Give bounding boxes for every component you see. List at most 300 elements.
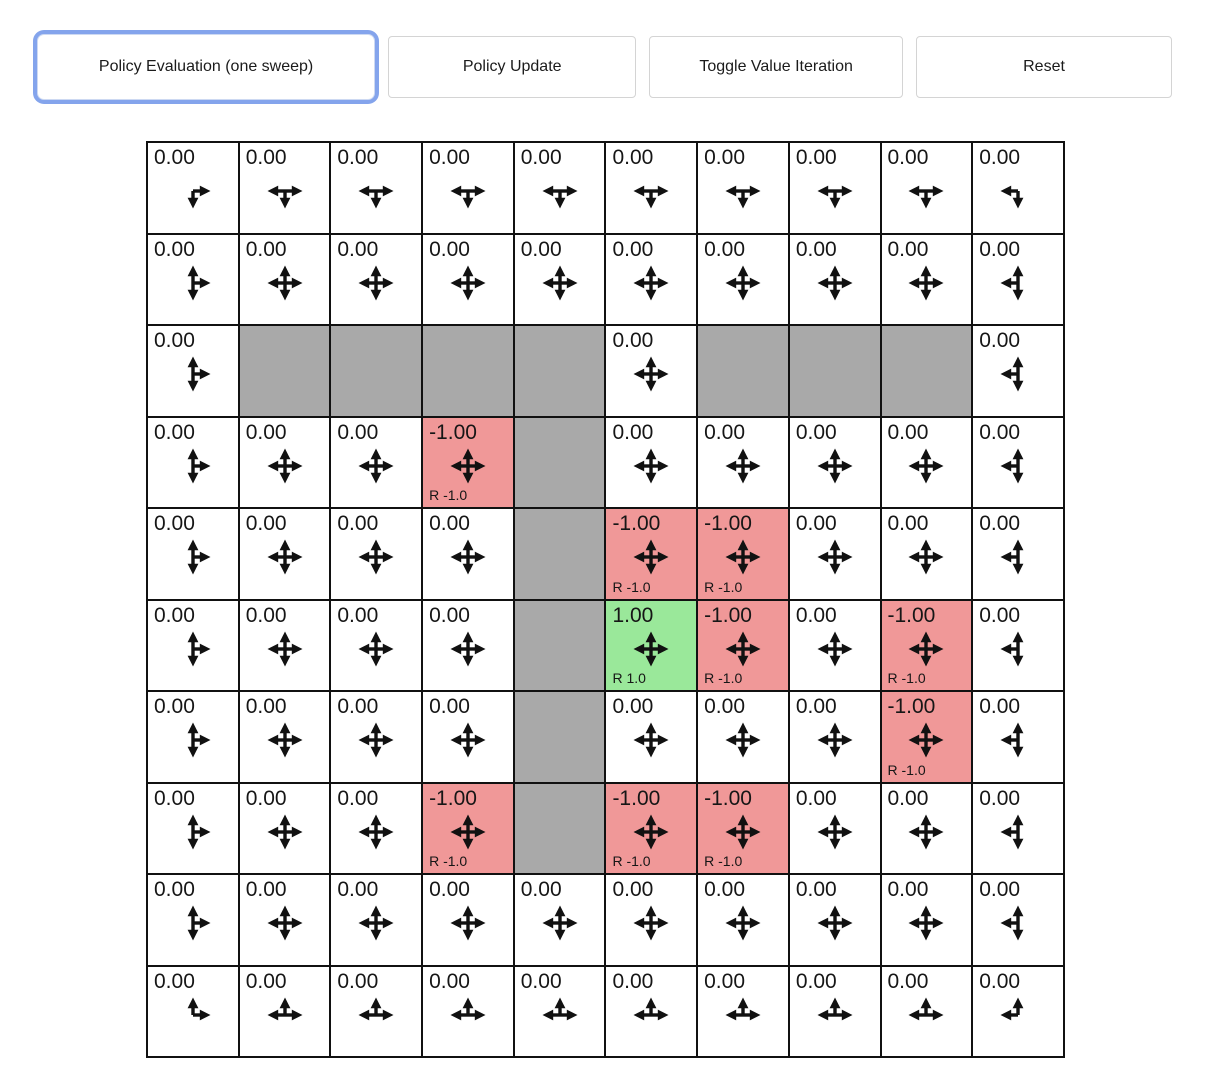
cell-value: -1.00 [887,695,936,718]
policy-arrow-icon [447,994,489,1036]
cell-policy-arrows [331,445,421,487]
cell-value: -1.00 [704,786,752,810]
policy-arrow-icon [722,719,764,761]
grid-cell[interactable] [514,142,606,234]
grid-cell[interactable] [605,783,697,875]
grid-cell[interactable] [605,142,697,234]
grid-cell[interactable] [605,325,697,417]
grid-cell[interactable] [147,234,239,326]
cell-value: 0.00 [704,237,745,261]
cell-policy-arrows [973,719,1063,761]
policy-arrow-icon [997,536,1039,578]
cell-value: 0.00 [429,237,470,261]
policy-arrow-icon [447,902,489,944]
policy-arrow-icon [997,170,1039,212]
grid-cell[interactable] [881,691,973,783]
policy-arrow-icon [997,628,1039,670]
cell-value: 0.00 [154,146,195,169]
cell-policy-arrows [331,994,421,1036]
grid-cell[interactable] [422,691,514,783]
cell-policy-arrows [790,719,880,761]
grid-cell[interactable] [605,508,697,600]
cell-value: 0.00 [887,969,929,993]
grid-cell[interactable] [972,417,1064,509]
cell-value: 0.00 [154,969,195,993]
grid-cell-wall[interactable] [697,325,789,417]
grid-cell[interactable] [789,142,881,234]
grid-cell-wall[interactable] [881,325,973,417]
cell-value: -1.00 [429,786,477,810]
grid-cell[interactable] [881,508,973,600]
policy-arrow-icon [997,994,1039,1036]
grid-cell[interactable] [697,417,789,509]
grid-cell[interactable] [972,234,1064,326]
policy-arrow-icon [722,994,764,1036]
cell-value: 0.00 [337,695,379,718]
policy-arrow-icon [447,536,489,578]
policy-arrow-icon [905,445,947,487]
cell-value: 0.00 [245,420,287,444]
cell-policy-arrows [240,170,330,212]
grid-cell[interactable] [422,417,514,509]
policy-arrow-icon [722,536,764,578]
cell-value: 0.00 [795,695,837,718]
grid-cell[interactable] [697,783,789,875]
cell-value: -1.00 [429,420,477,444]
grid-cell[interactable] [514,234,606,326]
grid-cell[interactable] [147,417,239,509]
cell-policy-arrows [698,719,788,761]
grid-cell[interactable] [239,417,331,509]
cell-reward-label: R -1.0 [704,578,743,595]
cell-value: 0.00 [245,512,287,535]
grid-cell[interactable] [239,691,331,783]
grid-cell[interactable] [605,874,697,966]
cell-policy-arrows [882,902,972,944]
cell-value: 0.00 [337,969,379,993]
cell-value: 0.00 [795,878,837,901]
cell-policy-arrows [331,628,421,670]
cell-value: 0.00 [337,603,379,627]
grid-cell[interactable] [239,142,331,234]
policy-arrow-icon [172,628,214,670]
cell-policy-arrows [423,902,513,944]
grid-cell[interactable] [789,874,881,966]
grid-cell[interactable] [881,600,973,692]
cell-policy-arrows [240,628,330,670]
cell-policy-arrows [606,628,696,670]
policy-arrow-icon [172,353,214,395]
grid-cell[interactable] [972,600,1064,692]
policy-arrow-icon [630,719,672,761]
grid-cell[interactable] [697,874,789,966]
policy-arrow-icon [722,902,764,944]
grid-cell-wall[interactable] [514,783,606,875]
policy-arrow-icon [264,536,306,578]
policy-arrow-icon [264,811,306,853]
cell-policy-arrows [148,353,238,395]
cell-policy-arrows [423,262,513,304]
policy-arrow-icon [630,262,672,304]
grid-cell-wall[interactable] [514,325,606,417]
grid-cell[interactable] [239,783,331,875]
grid-cell[interactable] [514,874,606,966]
policy-update-button[interactable]: Policy Update [388,36,636,98]
policy-arrow-icon [905,902,947,944]
grid-cell-wall[interactable] [239,325,331,417]
cell-policy-arrows [240,902,330,944]
cell-value: 0.00 [245,878,287,901]
policy-arrow-icon [172,811,214,853]
grid-cell[interactable] [330,234,422,326]
policy-arrow-icon [630,536,672,578]
grid-cell[interactable] [147,508,239,600]
cell-value: 0.00 [887,420,929,444]
policy-arrow-icon [539,902,581,944]
grid-cell[interactable] [330,691,422,783]
policy-arrow-icon [997,811,1039,853]
grid-cell[interactable] [239,874,331,966]
policy-arrow-icon [355,445,397,487]
grid-cell[interactable] [147,783,239,875]
grid-cell[interactable] [789,508,881,600]
policy-arrow-icon [814,262,856,304]
cell-value: 0.00 [245,146,287,169]
cell-value: 0.00 [520,969,562,993]
policy-arrow-icon [630,445,672,487]
policy-arrow-icon [355,994,397,1036]
cell-policy-arrows [973,628,1063,670]
cell-value: 0.00 [795,146,837,169]
policy-arrow-icon [172,902,214,944]
cell-policy-arrows [882,262,972,304]
cell-policy-arrows [423,811,513,853]
policy-arrow-icon [630,902,672,944]
grid-cell[interactable] [422,783,514,875]
cell-value: 0.00 [979,603,1021,627]
grid-cell[interactable] [422,874,514,966]
cell-value: 0.00 [245,969,287,993]
policy-arrow-icon [264,994,306,1036]
grid-cell[interactable] [605,234,697,326]
cell-policy-arrows [882,811,972,853]
grid-cell[interactable] [972,508,1064,600]
grid-cell[interactable] [697,600,789,692]
grid-cell[interactable] [330,783,422,875]
grid-cell[interactable] [972,325,1064,417]
cell-value: 0.00 [887,786,929,810]
grid-cell[interactable] [789,691,881,783]
grid-cell[interactable] [881,417,973,509]
grid-cell[interactable] [972,142,1064,234]
cell-policy-arrows [240,994,330,1036]
cell-value: 0.00 [337,512,379,535]
cell-policy-arrows [973,262,1063,304]
cell-value: 0.00 [795,969,837,993]
policy-arrow-icon [905,170,947,212]
policy-arrow-icon [722,170,764,212]
grid-cell[interactable] [789,783,881,875]
grid-cell[interactable] [697,142,789,234]
cell-policy-arrows [882,628,972,670]
cell-policy-arrows [698,445,788,487]
cell-value: 0.00 [979,695,1021,718]
cell-value: 0.00 [154,603,195,627]
grid-cell[interactable] [972,783,1064,875]
grid-cell[interactable] [972,874,1064,966]
cell-value: 0.00 [612,695,654,718]
grid-cell[interactable] [239,508,331,600]
policy-arrow-icon [539,994,581,1036]
grid-cell[interactable] [147,966,239,1058]
policy-arrow-icon [172,719,214,761]
cell-policy-arrows [606,262,696,304]
grid-cell-wall[interactable] [514,691,606,783]
cell-policy-arrows [240,811,330,853]
grid-cell[interactable] [789,600,881,692]
cell-policy-arrows [240,536,330,578]
policy-arrow-icon [905,262,947,304]
cell-policy-arrows [973,170,1063,212]
cell-policy-arrows [698,536,788,578]
grid-cell[interactable] [697,508,789,600]
grid-cell-wall[interactable] [789,325,881,417]
cell-policy-arrows [973,445,1063,487]
grid-cell[interactable] [697,966,789,1058]
cell-policy-arrows [882,536,972,578]
cell-value: 0.00 [520,878,562,901]
cell-policy-arrows [148,170,238,212]
grid-cell[interactable] [972,691,1064,783]
cell-policy-arrows [882,719,972,761]
grid-cell[interactable] [789,966,881,1058]
cell-value: 0.00 [795,512,837,535]
cell-value: 0.00 [704,420,745,444]
cell-policy-arrows [882,994,972,1036]
policy-arrow-icon [264,445,306,487]
grid-cell-wall[interactable] [514,417,606,509]
cell-policy-arrows [973,536,1063,578]
toolbar [37,30,1172,104]
cell-value: -1.00 [612,786,661,810]
policy-arrow-icon [264,262,306,304]
grid-cell[interactable] [330,966,422,1058]
policy-arrow-icon [722,811,764,853]
grid-cell[interactable] [422,966,514,1058]
cell-value: 0.00 [337,786,379,810]
cell-reward-label: R -1.0 [429,487,468,503]
grid-cell[interactable] [330,874,422,966]
policy-arrow-icon [905,628,947,670]
cell-policy-arrows [148,628,238,670]
cell-value: 0.00 [795,237,837,261]
grid-cell[interactable] [422,142,514,234]
policy-arrow-icon [447,445,489,487]
cell-policy-arrows [698,170,788,212]
cell-value: 0.00 [612,878,654,901]
cell-policy-arrows [698,628,788,670]
cell-policy-arrows [423,719,513,761]
cell-value: 0.00 [979,329,1021,352]
cell-policy-arrows [331,719,421,761]
cell-policy-arrows [973,811,1063,853]
cell-policy-arrows [790,902,880,944]
policy-arrow-icon [447,170,489,212]
grid-cell[interactable] [147,600,239,692]
toggle-value-iteration-button[interactable]: Toggle Value Iteration [649,36,903,98]
cell-value: 0.00 [429,695,470,718]
cell-policy-arrows [606,902,696,944]
cell-value: 0.00 [887,878,929,901]
cell-policy-arrows [606,353,696,395]
policy-arrow-icon [997,902,1039,944]
policy-arrow-icon [997,353,1039,395]
cell-policy-arrows [790,170,880,212]
grid-cell[interactable] [330,417,422,509]
grid-cell[interactable] [422,234,514,326]
cell-reward-label: R -1.0 [612,578,651,595]
cell-value: 0.00 [245,786,287,810]
policy-arrow-icon [814,811,856,853]
cell-policy-arrows [973,902,1063,944]
policy-arrow-icon [264,902,306,944]
grid-cell-wall[interactable] [514,600,606,692]
cell-value: 1.00 [612,603,654,627]
cell-value: -1.00 [704,512,752,535]
cell-value: 0.00 [154,512,195,535]
cell-policy-arrows [606,445,696,487]
cell-policy-arrows [240,445,330,487]
grid-cell[interactable] [605,966,697,1058]
cell-policy-arrows [331,536,421,578]
cell-policy-arrows [515,262,605,304]
policy-arrow-icon [997,445,1039,487]
cell-policy-arrows [148,902,238,944]
cell-value: 0.00 [795,603,837,627]
cell-value: 0.00 [979,146,1021,169]
policy-arrow-icon [905,811,947,853]
grid-cell[interactable] [422,508,514,600]
cell-policy-arrows [698,994,788,1036]
grid-cell[interactable] [697,691,789,783]
cell-value: 0.00 [337,878,379,901]
grid-cell[interactable] [514,966,606,1058]
policy-arrow-icon [814,902,856,944]
grid-cell[interactable] [147,325,239,417]
grid-cell[interactable] [422,600,514,692]
cell-policy-arrows [515,170,605,212]
cell-value: 0.00 [154,420,195,444]
policy-arrow-icon [814,628,856,670]
grid-cell-wall[interactable] [514,508,606,600]
policy-arrow-icon [172,445,214,487]
policy-arrow-icon [447,262,489,304]
cell-value: 0.00 [612,969,654,993]
cell-policy-arrows [331,811,421,853]
cell-reward-label: R -1.0 [887,670,926,686]
cell-value: 0.00 [154,329,195,352]
policy-arrow-icon [355,262,397,304]
grid-cell[interactable] [147,691,239,783]
policy-arrow-icon [264,170,306,212]
cell-policy-arrows [148,994,238,1036]
cell-value: 0.00 [704,969,745,993]
grid-cell[interactable] [147,874,239,966]
cell-reward-label: R -1.0 [887,761,926,778]
grid-cell[interactable] [881,874,973,966]
cell-reward-label: R -1.0 [612,853,651,869]
grid-cell[interactable] [789,234,881,326]
cell-policy-arrows [148,536,238,578]
policy-evaluation-button[interactable]: Policy Evaluation (one sweep) [37,34,375,100]
grid-cell[interactable] [605,691,697,783]
grid-cell[interactable] [147,142,239,234]
policy-arrow-icon [539,170,581,212]
grid-cell-wall[interactable] [422,325,514,417]
grid-cell[interactable] [605,600,697,692]
cell-value: 0.00 [154,786,195,810]
cell-policy-arrows [790,536,880,578]
policy-arrow-icon [264,628,306,670]
cell-value: 0.00 [429,603,470,627]
grid-cell[interactable] [605,417,697,509]
grid-cell[interactable] [881,142,973,234]
policy-arrow-icon [447,811,489,853]
grid-cell[interactable] [697,234,789,326]
policy-arrow-icon [630,994,672,1036]
cell-value: 0.00 [795,420,837,444]
grid-cell[interactable] [789,417,881,509]
grid-cell[interactable] [239,234,331,326]
reset-button[interactable]: Reset [916,36,1172,98]
cell-policy-arrows [148,445,238,487]
cell-value: 0.00 [612,237,654,261]
policy-arrow-icon [630,170,672,212]
cell-policy-arrows [606,811,696,853]
cell-value: 0.00 [979,878,1021,901]
cell-value: 0.00 [704,878,745,901]
policy-arrow-icon [905,719,947,761]
policy-arrow-icon [814,719,856,761]
cell-policy-arrows [698,902,788,944]
grid-cell[interactable] [330,600,422,692]
cell-value: 0.00 [520,237,562,261]
grid-cell-wall[interactable] [330,325,422,417]
grid-cell[interactable] [239,600,331,692]
grid-cell[interactable] [330,508,422,600]
grid-cell[interactable] [881,966,973,1058]
grid-cell[interactable] [330,142,422,234]
cell-policy-arrows [973,353,1063,395]
cell-value: -1.00 [704,603,752,627]
grid-cell[interactable] [881,234,973,326]
grid-cell[interactable] [881,783,973,875]
cell-value: 0.00 [429,146,470,169]
cell-value: 0.00 [704,146,745,169]
policy-arrow-icon [355,170,397,212]
policy-arrow-icon [722,262,764,304]
cell-value: 0.00 [429,969,470,993]
policy-arrow-icon [722,445,764,487]
grid-cell[interactable] [239,966,331,1058]
grid-cell[interactable] [972,966,1064,1058]
cell-value: 0.00 [887,237,929,261]
cell-policy-arrows [790,994,880,1036]
policy-arrow-icon [814,170,856,212]
cell-policy-arrows [698,811,788,853]
cell-value: 0.00 [887,512,929,535]
cell-policy-arrows [423,994,513,1036]
